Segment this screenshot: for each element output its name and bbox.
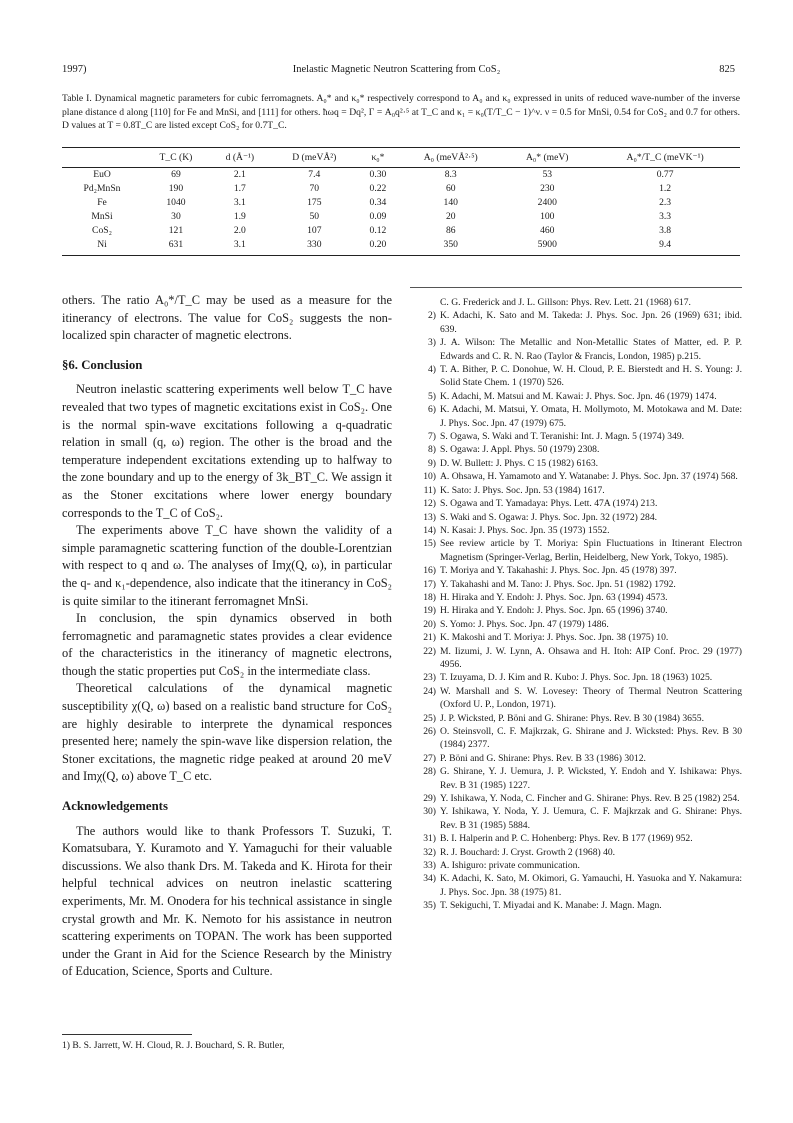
- reference-item: [410, 443, 742, 456]
- reference-number: 29): [423, 793, 436, 805]
- reference-item: [410, 859, 742, 872]
- reference-text: G. Shirane, Y. J. Uemura, J. P. Wicksted, Y. Endoh and Y. Ishikawa: Phys. Rev. B 31 (1985) 1227.: [440, 766, 742, 791]
- reference-item: [410, 618, 742, 631]
- material-cell: EuO: [93, 169, 111, 180]
- reference-item: [410, 591, 742, 604]
- value-cell: 631: [142, 238, 210, 256]
- reference-number: 20): [423, 618, 436, 630]
- reference-text: T. Sekiguchi, T. Miyadai and K. Manabe: J. Magn. Magn.: [440, 900, 662, 912]
- reference-number: 32): [423, 846, 436, 858]
- reference-number: 7): [428, 431, 436, 443]
- reference-number: 26): [423, 726, 436, 737]
- reference-number: 27): [423, 752, 436, 764]
- reference-text: K. Makoshi and T. Moriya: J. Phys. Soc. Jpn. 38 (1975) 10.: [440, 632, 669, 644]
- reference-number: 2): [428, 310, 436, 322]
- reference-number: 10): [423, 471, 436, 483]
- reference-text: K. Adachi, K. Sato, M. Okimori, G. Yamauchi, H. Yasuoka and Y. Nakamura: J. Phys. Soc. Jpn. 38 (1975) 81.: [440, 873, 742, 898]
- reference-number: 16): [423, 565, 436, 577]
- value-cell: 0.09: [369, 211, 387, 222]
- reference-item: [410, 457, 742, 470]
- value-cell: 1.2: [659, 183, 672, 194]
- value-cell: 140: [443, 197, 458, 208]
- reference-text: H. Hiraka and Y. Endoh: J. Phys. Soc. Jpn. 65 (1996) 3740.: [440, 605, 668, 617]
- table-row: [62, 168, 740, 183]
- page-number: 825: [719, 64, 735, 75]
- reference-number: 18): [423, 591, 436, 603]
- value-cell: 3.1: [233, 197, 246, 208]
- reference-text: T. A. Bither, P. C. Donohue, W. H. Cloud, P. E. Bierstedt and H. S. Young: J. Solid State Chem. 1 (1970) 526.: [440, 364, 742, 389]
- reference-text: N. Kasai: J. Phys. Soc. Jpn. 35 (1973) 1552.: [440, 524, 610, 536]
- value-cell: 100: [540, 211, 555, 222]
- reference-item: [410, 685, 742, 712]
- reference-item: [410, 792, 742, 805]
- reference-number: 3): [428, 337, 436, 349]
- reference-item: [410, 390, 742, 403]
- reference-number: 21): [423, 632, 436, 644]
- reference-number: 17): [423, 578, 436, 590]
- reference-text: R. J. Bouchard: J. Cryst. Growth 2 (1968) 40.: [440, 846, 616, 858]
- reference-item: [410, 631, 742, 644]
- reference-text: K. Adachi, K. Sato and M. Takeda: J. Phys. Soc. Jpn. 26 (1969) 631; ibid. 639.: [440, 310, 742, 335]
- reference-text: Y. Ishikawa, Y. Noda, Y. J. Uemura, C. F. Majkrzak and G. Shirane: Phys. Rev. B 31 (1985) 5884.: [440, 806, 742, 831]
- table-bottom-rule: [410, 287, 742, 288]
- reference-text: O. Steinsvoll, C. F. Majkrzak, G. Shirane and J. Wicksted: Phys. Rev. B 30 (1984) 2377.: [440, 726, 742, 751]
- reference-text: D. W. Bullett: J. Phys. C 15 (1982) 6163.: [440, 457, 599, 469]
- intro-paragraph: others. The ratio A₀*/T_C may be used as a measure for the itinerancy of electrons. The value for CoS₂ suggests the non-localized spin character of magnetic electrons.: [62, 293, 392, 343]
- conclusion-paragraph-3: In conclusion, the spin dynamics observed in both ferromagnetic and paramagnetic states provides a clear evidence of the characteristics in the itinerancy of magnetic electrons, though the static properties put CoS₂ in the intermediate class.: [62, 611, 392, 678]
- column-header: D (meVÅ²): [270, 148, 359, 168]
- column-header: A₀ (meVÅ²·⁵): [397, 148, 504, 168]
- reference-item: [410, 511, 742, 524]
- reference-item: [410, 484, 742, 497]
- reference-text: H. Hiraka and Y. Endoh: J. Phys. Soc. Jpn. 63 (1994) 4573.: [440, 591, 668, 603]
- reference-item: [410, 470, 742, 483]
- reference-number: 5): [428, 390, 436, 402]
- value-cell: 30: [171, 211, 181, 222]
- material-cell: Fe: [97, 197, 107, 208]
- reference-item: [410, 846, 742, 859]
- value-cell: 1.7: [233, 183, 246, 194]
- table-row: [62, 196, 740, 210]
- reference-number: 13): [423, 511, 436, 523]
- reference-item: [410, 645, 742, 672]
- running-header-title: Inelastic Magnetic Neutron Scattering from CoS₂: [292, 64, 501, 75]
- reference-text: S. Ogawa and T. Yamadaya: Phys. Lett. 47A (1974) 213.: [440, 498, 658, 510]
- table-caption: Table I. Dynamical magnetic parameters for cubic ferromagnets. A₀* and κ₀* respectively correspond to A₀ and κ₀ expressed in units of reduced wave-number of the inverse plane distance d along [110] for Fe and MnSi, and [111] for others. ħωq = Dq², Γ = A₀q²·⁵ at T_C and κ₁ = κ₀(T/T_C − 1)^ν. ν = 0.5 for MnSi, 0.54 for CoS₂ and 0.7 for others. D values at T = 0.8T_C are listed except CoS₂ for 0.7T_C.: [62, 93, 740, 131]
- reference-item: [410, 564, 742, 577]
- reference-text: K. Adachi, M. Matsui, Y. Omata, H. Mollymoto, M. Motokawa and M. Date: J. Phys. Soc. Jpn. 47 (1979) 675.: [440, 404, 742, 429]
- table-row: [62, 224, 740, 238]
- reference-number: 31): [423, 833, 436, 845]
- reference-text: B. I. Halperin and P. C. Hohenberg: Phys. Rev. B 177 (1969) 952.: [440, 833, 693, 845]
- column-header: T_C (K): [142, 148, 210, 168]
- value-cell: 7.4: [308, 169, 321, 180]
- reference-item: [410, 805, 742, 832]
- reference-number: 35): [423, 900, 436, 912]
- reference-item: [410, 671, 742, 684]
- value-cell: 1.9: [233, 211, 246, 222]
- material-cell: MnSi: [91, 211, 113, 222]
- reference-item: [410, 832, 742, 845]
- reference-item: [410, 725, 742, 752]
- value-cell: 50: [309, 211, 320, 222]
- reference-number: 25): [423, 712, 436, 724]
- value-cell: 2.3: [659, 197, 672, 208]
- value-cell: 2.0: [233, 225, 246, 236]
- value-cell: 175: [307, 197, 322, 208]
- value-cell: 460: [540, 225, 555, 236]
- reference-text: S. Yomo: J. Phys. Soc. Jpn. 47 (1979) 1486.: [440, 618, 609, 630]
- reference-text: S. Waki and S. Ogawa: J. Phys. Soc. Jpn. 32 (1972) 284.: [440, 511, 658, 523]
- value-cell: 2.1: [233, 169, 246, 180]
- reference-number: 14): [423, 524, 436, 536]
- value-cell: 2400: [537, 197, 557, 208]
- acknowledgements-paragraph: The authors would like to thank Professors T. Suzuki, T. Komatsubara, Y. Kuramoto and Y. Yamaguchi for their valuable discussions. We also thank Drs. M. Takeda and K. Hirota for their helpful technical advices on neutron inelastic scattering experiments, Mr. M. Onodera for his technical assistance in single crystal growth and Mr. K. Nemoto for his assistance in neutron scattering experiments on TOPAN. The work has been supported under the Grant in Aid for the Science Research by the Ministry of Education, Science, Sports and Culture.: [62, 823, 392, 979]
- value-cell: 0.34: [369, 197, 387, 208]
- reference-number: 24): [423, 685, 436, 697]
- footnote-reference-1: 1) B. S. Jarrett, W. H. Cloud, R. J. Bouchard, S. R. Butler,: [62, 1040, 285, 1051]
- reference-item: [410, 899, 742, 912]
- reference-number: 15): [423, 538, 436, 550]
- reference-item: [410, 712, 742, 725]
- reference-continuation: C. G. Frederick and J. L. Gillson: Phys. Rev. Lett. 21 (1968) 617.: [440, 297, 691, 308]
- table-row: [62, 182, 740, 196]
- table-header-row: [62, 148, 740, 168]
- reference-item: [410, 430, 742, 443]
- conclusion-paragraph-1: Neutron inelastic scattering experiments well below T_C have revealed that two types of magnetic excitations exist in CoS₂. One is the normal spin-wave excitations following a q-quadratic relation in small (q, ω) region. The other is the broad and the temperature independent excitations extending up to halfway to the zone boundary and up to the energy of 3k_BT_C. We assign it as the Stoner excitations where lower energy boundary corresponds to the T_C of CoS₂.: [62, 382, 392, 520]
- value-cell: 107: [307, 225, 322, 236]
- reference-number: 11): [423, 484, 436, 496]
- reference-number: 6): [428, 404, 436, 416]
- reference-number: 12): [423, 498, 436, 510]
- reference-item: [410, 604, 742, 617]
- reference-text: J. A. Wilson: The Metallic and Non-Metallic States of Matter, ed. P. P. Edwards and C. R. N. Rao (Taylor & Francis, London, 1985) p.215.: [440, 337, 742, 362]
- conclusion-paragraph-4: Theoretical calculations of the dynamical magnetic susceptibility χ(Q, ω) based on a realistic band structure for CoS₂ are highly desirable to interprete the dynamical responces presented here; namely the spin-wave like dispersion relation, the Stoner excitations, the magnetic ridge peaked at around 20 meV and Imχ(Q, ω) above T_C etc.: [62, 681, 392, 784]
- value-cell: 0.12: [369, 225, 387, 236]
- reference-text: W. Marshall and S. W. Lovesey: Theory of Thermal Neutron Scattering (Oxford U. P., London, 1971).: [440, 685, 742, 711]
- reference-item: [410, 336, 742, 363]
- value-cell: 330: [270, 238, 359, 256]
- reference-text: M. Iizumi, J. W. Lynn, A. Ohsawa and H. Itoh: AIP Conf. Proc. 29 (1977) 4956.: [440, 645, 742, 670]
- reference-number: 34): [423, 873, 436, 885]
- reference-item: [410, 309, 742, 336]
- references-list: [410, 296, 742, 913]
- reference-text: K. Adachi, M. Matsui and M. Kawai: J. Phys. Soc. Jpn. 46 (1979) 1474.: [440, 390, 717, 402]
- reference-text: T. Moriya and Y. Takahashi: J. Phys. Soc. Jpn. 45 (1978) 397.: [440, 565, 677, 577]
- reference-number: 8): [428, 444, 436, 456]
- reference-item: [410, 872, 742, 899]
- section-heading-acknowledgements: Acknowledgements: [62, 799, 168, 814]
- reference-item: [410, 752, 742, 765]
- value-cell: 121: [168, 225, 184, 236]
- reference-number: 33): [423, 860, 436, 872]
- value-cell: 0.22: [369, 183, 387, 194]
- running-header-year: 1997): [62, 64, 87, 75]
- reference-number: 9): [428, 457, 436, 469]
- left-column: [62, 292, 392, 981]
- material-cell: CoS₂: [92, 225, 112, 236]
- value-cell: 350: [397, 238, 504, 256]
- reference-text: See review article by T. Moriya: Spin Fluctuations in Itinerant Electron Magnetism (Springer-Verlag, Berlin, Heidelberg, New York, Tokyo, 1985).: [440, 538, 742, 563]
- value-cell: 230: [540, 183, 555, 194]
- reference-text: Y. Takahashi and M. Tano: J. Phys. Soc. Jpn. 51 (1982) 1792.: [440, 578, 676, 590]
- value-cell: 69: [171, 169, 181, 180]
- reference-text: T. Izuyama, D. J. Kim and R. Kubo: J. Phys. Soc. Jpn. 18 (1963) 1025.: [440, 672, 713, 684]
- value-cell: 53: [542, 169, 553, 180]
- value-cell: 70: [309, 183, 320, 194]
- value-cell: 8.3: [444, 169, 457, 180]
- value-cell: 190: [168, 183, 184, 194]
- reference-text: P. Böni and G. Shirane: Phys. Rev. B 33 (1986) 3012.: [440, 752, 646, 764]
- column-header: [62, 148, 142, 168]
- reference-item: [410, 578, 742, 591]
- value-cell: 0.30: [369, 169, 387, 180]
- reference-number: 30): [423, 806, 436, 818]
- reference-number: 4): [428, 364, 436, 376]
- parameters-table: [62, 147, 740, 256]
- reference-text: A. Ohsawa, H. Yamamoto and Y. Watanabe: J. Phys. Soc. Jpn. 37 (1974) 568.: [440, 471, 738, 483]
- column-header: A₀* (meV): [504, 148, 590, 168]
- value-cell: 0.20: [359, 238, 397, 256]
- reference-item: [410, 403, 742, 430]
- value-cell: 1040: [166, 197, 186, 208]
- value-cell: 9.4: [590, 238, 740, 256]
- value-cell: 60: [445, 183, 456, 194]
- value-cell: 86: [445, 225, 456, 236]
- value-cell: 3.1: [210, 238, 270, 256]
- material-cell: Ni: [62, 238, 142, 256]
- column-header: d (Å⁻¹): [210, 148, 270, 168]
- reference-number: 28): [423, 766, 436, 778]
- table-header: [62, 148, 740, 168]
- value-cell: 3.3: [659, 211, 672, 222]
- section-heading-conclusion: §6. Conclusion: [62, 357, 143, 372]
- table-row: [62, 238, 740, 256]
- material-cell: Pd₂MnSn: [83, 183, 121, 194]
- value-cell: 20: [445, 211, 456, 222]
- reference-number: 19): [423, 605, 436, 617]
- reference-text: Y. Ishikawa, Y. Noda, C. Fincher and G. Shirane: Phys. Rev. B 25 (1982) 254.: [440, 793, 740, 805]
- reference-text: S. Ogawa, S. Waki and T. Teranishi: Int. J. Magn. 5 (1974) 349.: [440, 431, 685, 443]
- reference-item: [410, 524, 742, 537]
- reference-text: K. Sato: J. Phys. Soc. Jpn. 53 (1984) 1617.: [440, 484, 605, 496]
- table-row: [62, 210, 740, 224]
- reference-item: [410, 497, 742, 510]
- reference-text: J. P. Wicksted, P. Böni and G. Shirane: Phys. Rev. B 30 (1984) 3655.: [440, 712, 704, 724]
- reference-number: 23): [423, 672, 436, 684]
- reference-item: [410, 363, 742, 390]
- reference-number: 22): [423, 645, 436, 657]
- parameters-table-container: [62, 147, 740, 256]
- value-cell: 0.77: [656, 169, 674, 180]
- footnote-rule: [62, 1034, 192, 1035]
- column-header: A₀*/T_C (meVK⁻¹): [590, 148, 740, 168]
- value-cell: 5900: [504, 238, 590, 256]
- reference-item: [410, 537, 742, 564]
- value-cell: 3.8: [659, 225, 672, 236]
- reference-text: A. Ishiguro: private communication.: [440, 860, 580, 872]
- table-body: [62, 168, 740, 256]
- reference-text: S. Ogawa: J. Appl. Phys. 50 (1979) 2308.: [440, 444, 600, 456]
- conclusion-paragraph-2: The experiments above T_C have shown the validity of a simple paramagnetic scattering function of the double-Lorentzian with respect to q and ω. The analyses of Imχ(Q, ω), in particular the q- and κ₁-dependence, also indicate that the itinerancy in CoS₂ is quite similar to the itinerant ferromagnet MnSi.: [62, 523, 392, 608]
- column-header: κ₀*: [359, 148, 397, 168]
- reference-item: [410, 765, 742, 792]
